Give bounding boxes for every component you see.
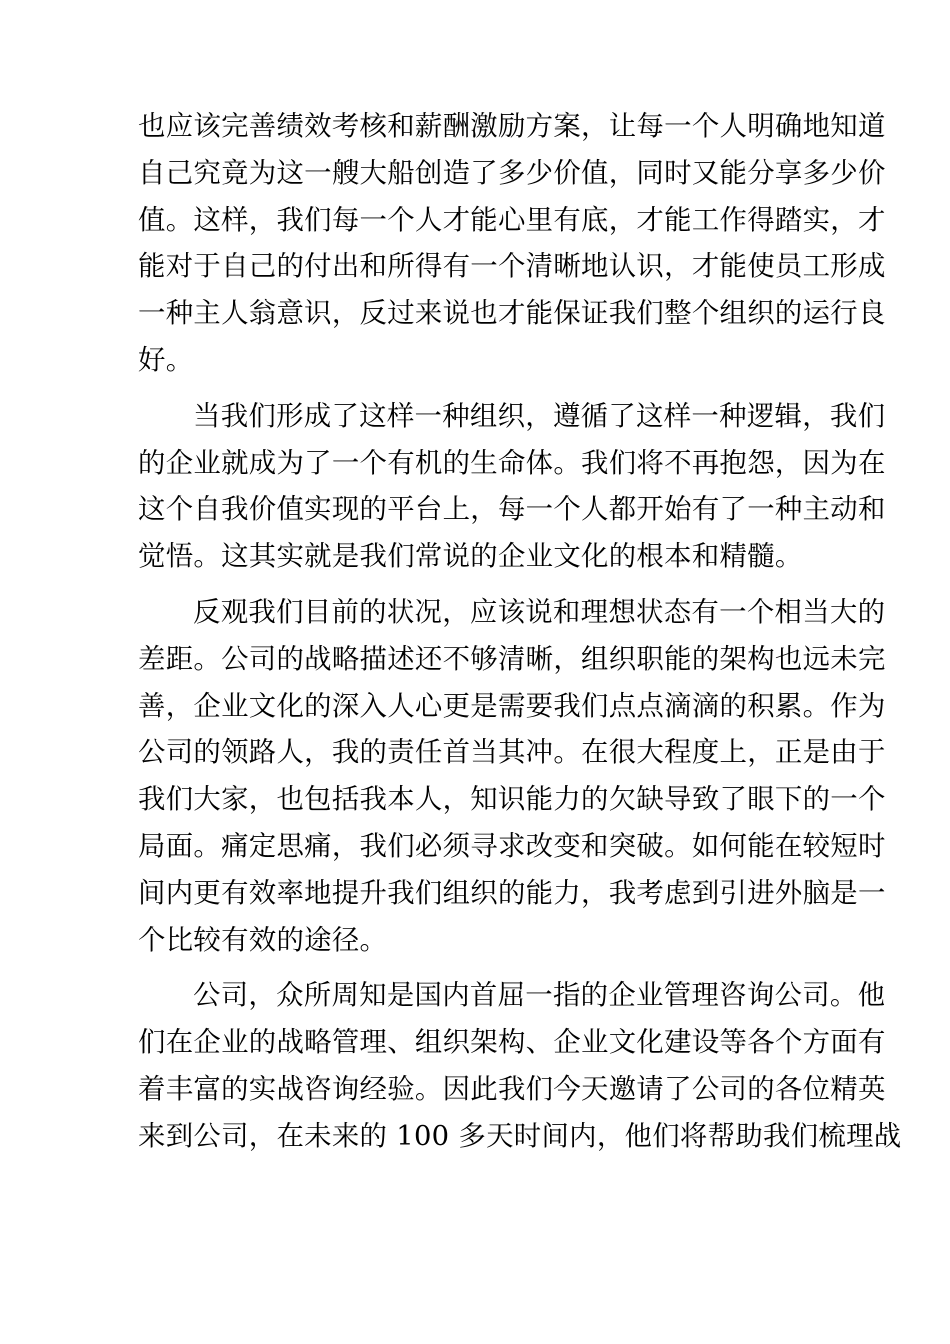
text-line: 能对于自己的付出和所得有一个清晰地认识，才能使员工形成	[138, 251, 886, 283]
paragraph	[138, 590, 886, 964]
text-line: 好。	[138, 344, 194, 376]
text-line: 当我们形成了这样一种组织，遵循了这样一种逻辑，我们	[193, 400, 886, 432]
document-body	[138, 104, 902, 1161]
text-line: 一种主人翁意识，反过来说也才能保证我们整个组织的运行良	[138, 298, 886, 330]
text-line: 差距。公司的战略描述还不够清晰，组织职能的架构也远未完	[138, 643, 886, 675]
paragraph	[138, 973, 902, 1160]
text-line: 们在企业的战略管理、组织架构、企业文化建设等各个方面有	[138, 1027, 886, 1059]
text-line: 这个自我价值实现的平台上，每一个人都开始有了一种主动和	[138, 494, 886, 526]
text-line: 局面。痛定思痛，我们必须寻求改变和突破。如何能在较短时	[138, 830, 886, 862]
text-line: 间内更有效率地提升我们组织的能力，我考虑到引进外脑是一	[138, 877, 886, 909]
text-line: 的企业就成为了一个有机的生命体。我们将不再抱怨，因为在	[138, 447, 886, 479]
text-line: 公司的领路人，我的责任首当其冲。在很大程度上，正是由于	[138, 737, 886, 769]
text-line: 觉悟。这其实就是我们常说的企业文化的根本和精髓。	[138, 541, 803, 573]
text-line: 反观我们目前的状况，应该说和理想状态有一个相当大的	[193, 596, 886, 628]
text-line: 善，企业文化的深入人心更是需要我们点点滴滴的积累。作为	[138, 690, 886, 722]
text-line: 来到公司，在未来的 100 多天时间内，他们将帮助我们梳理战	[138, 1120, 902, 1152]
text-line: 个比较有效的途径。	[138, 924, 388, 956]
text-line: 公司，众所周知是国内首屈一指的企业管理咨询公司。他	[193, 980, 886, 1012]
text-line: 值。这样，我们每一个人才能心里有底，才能工作得踏实，才	[138, 204, 886, 236]
paragraph	[138, 394, 886, 581]
text-line: 自己究竟为这一艘大船创造了多少价值，同时又能分享多少价	[138, 157, 886, 189]
paragraph	[138, 104, 886, 385]
text-line: 我们大家，也包括我本人，知识能力的欠缺导致了眼下的一个	[138, 784, 886, 816]
text-line: 也应该完善绩效考核和薪酬激励方案，让每一个人明确地知道	[138, 111, 886, 142]
text-line: 着丰富的实战咨询经验。因此我们今天邀请了公司的各位精英	[138, 1073, 886, 1105]
